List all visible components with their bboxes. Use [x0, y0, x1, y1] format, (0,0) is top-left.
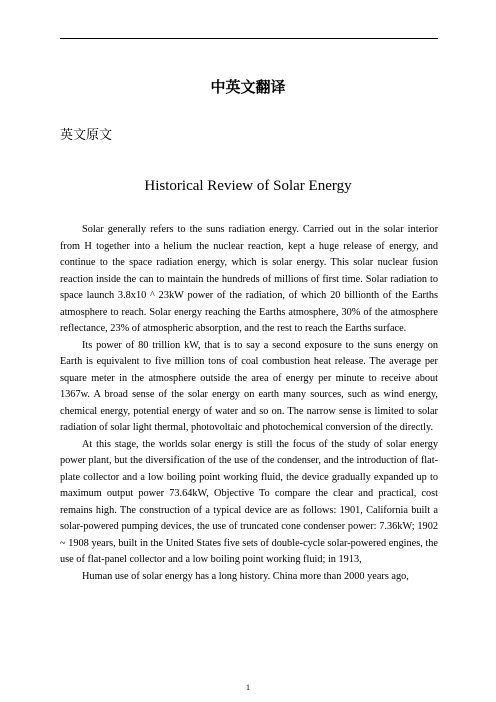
- section-label: 英文原文: [60, 128, 113, 143]
- article-title: Historical Review of Solar Energy: [144, 178, 352, 194]
- paragraph: Its power of 80 trillion kW, that is to say a second exposure to the suns energy on Earth is equivalent to five million tons of coal combustion heat release. The average per square meter in the atmosphere outside the area of energy per minute to receive about 1367w. A broad sense of the solar energy on earth many sources, such as wind energy, chemical energy, potential energy of water and so on. The narrow sense is limited to solar radiation of solar light thermal, photovoltaic and photochemical conversion of the directly.: [60, 339, 438, 433]
- paragraph: Solar generally refers to the suns radiation energy. Carried out in the solar interior from H together into a helium the nuclear reaction, kept a huge release of energy, and continue to the space radiation energy, which is solar energy. This solar nuclear fusion reaction inside the can to maintain the hundreds of millions of first time. Solar radiation to space launch 3.8x10 ^ 23kW power of the radiation, of which 20 billionth of the Earths atmosphere to reach. Solar energy reaching the Earths atmosphere, 30% of the atmosphere reflectance, 23% of atmospheric absorption, and the rest to reach the Earths surface.: [60, 224, 438, 334]
- article-body: [60, 222, 438, 585]
- page-number: 1: [246, 683, 250, 692]
- paragraph: At this stage, the worlds solar energy is still the focus of the study of solar energy power plant, but the diversification of the use of the condenser, and the introduction of flat-plate collector and a low boiling point working fluid, the device gradually expanded up to maximum output power 73.64kW, Objective To compare the clear and practical, cost remains high. The construction of a typical device are as follows: 1901, California built a solar-powered pumping devices, the use of truncated cone condenser power: 7.36kW; 1902 ~ 1908 years, built in the United States five sets of double-cycle solar-powered engines, the use of flat-panel collector and a low boiling point working fluid; in 1913,: [60, 438, 438, 565]
- document-title: 中英文翻译: [210, 78, 286, 96]
- header-rule: [60, 38, 438, 39]
- paragraph: Human use of solar energy has a long history. China more than 2000 years ago,: [82, 570, 409, 582]
